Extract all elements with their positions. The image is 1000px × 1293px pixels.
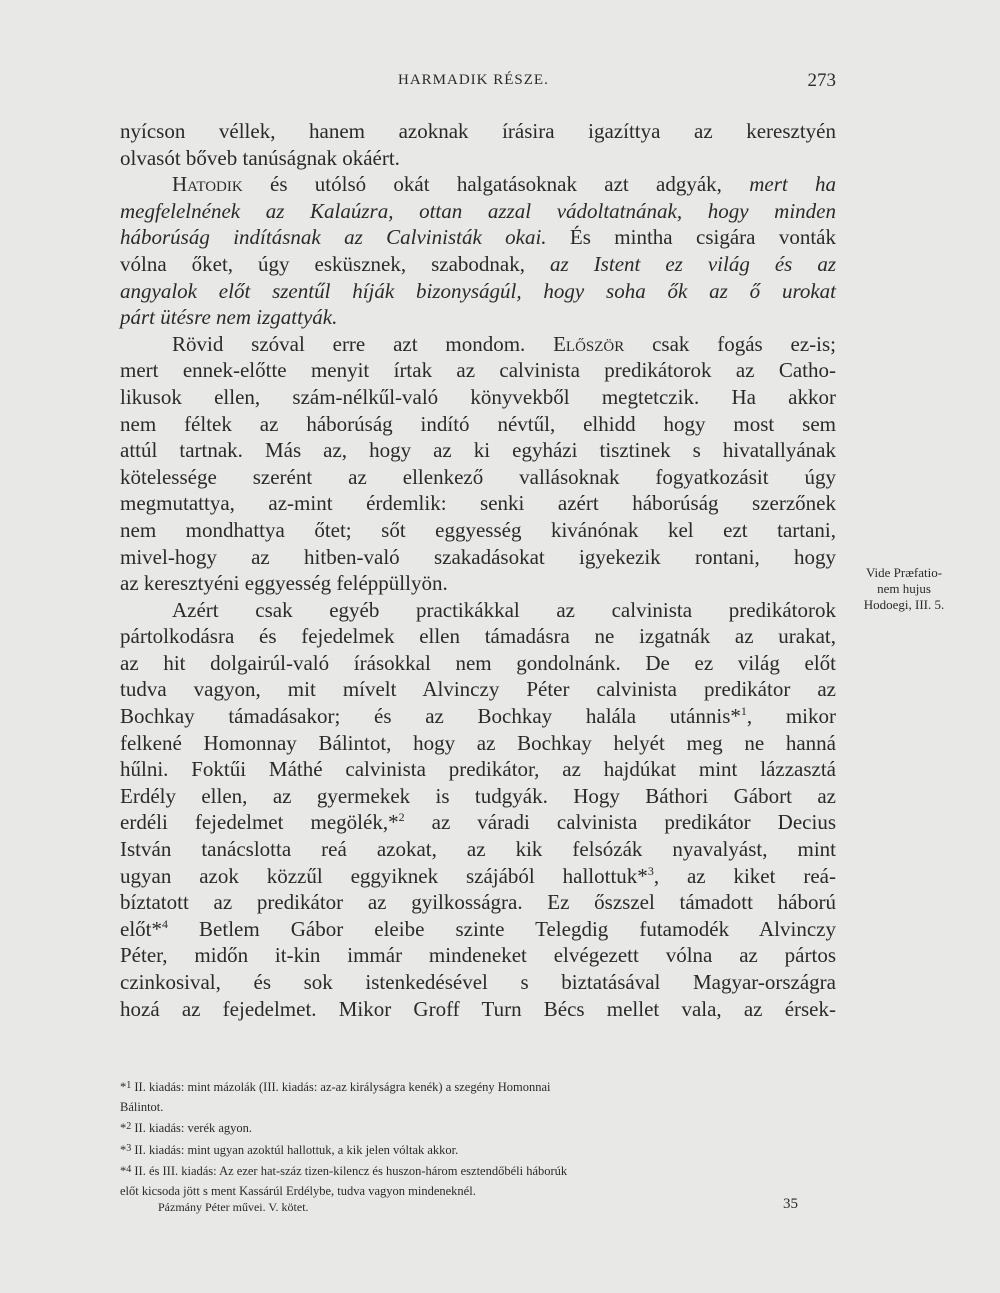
text-line: tudva vagyon, mit mívelt Alvinczy Péter calvinista predikátor az	[120, 677, 836, 702]
footnote-mark: 3	[126, 1142, 132, 1154]
footnote-ref: 4	[162, 916, 168, 931]
footnote-mark: 4	[126, 1164, 132, 1175]
text-line: czinkosival, és sok istenkedésével s biztatásával Magyar-országra	[120, 970, 836, 994]
text-line: nem mondhattya őtet; sőt eggyesség kivánónak kel ezt tartani,	[120, 517, 836, 542]
text-line	[120, 916, 836, 943]
text-line: megmutattya, az-mint érdemlik: senki azért háborúság szerzőnek	[120, 491, 836, 516]
running-title: HARMADIK RÉSZE.	[398, 72, 549, 88]
margin-note-line: nem hujus	[877, 581, 931, 596]
footnote-text: II. kiadás: mint ugyan azoktúl hallottuk, a kik jelen vóltak akkor.	[134, 1142, 459, 1157]
italic-text: háborúság indításnak az Calvinisták okai.	[120, 225, 547, 250]
text-line: likusok ellen, szám-nélkűl-való könyvekből megtetczik. Ha akkor	[120, 384, 836, 409]
text-line: Azért csak egyéb practikákkal az calvinista predikátorok	[172, 597, 836, 622]
text-run: előt*	[120, 916, 162, 941]
footnote: *$^3$ II. kiadás: mint ugyan azoktúl hallottuk, a kik jelen vóltak akkor.	[120, 1142, 459, 1157]
footnote-ref: 3	[647, 863, 654, 878]
margin-note	[834, 565, 974, 613]
text-line: kötelessége szerént az ellenkező vallásoknak fogyatkozásit úgy	[120, 464, 836, 489]
footnote-mark: 2	[126, 1121, 132, 1132]
footnote-text: II. kiadás: mint mázolák (III. kiadás: az-az királyságra kenék) a szegény Homonnai	[134, 1080, 551, 1094]
text-line	[120, 809, 836, 836]
text-line: bíztatott az predikátor az gyilkosságra. Ez őszszel támadott háború	[120, 890, 836, 915]
text-run: Betlem Gábor eleibe szinte Telegdig futamodék Alvinczy	[168, 916, 836, 941]
text-line: attúl tartnak. Más az, hogy az ki egyházi tisztinek s hivatallyának	[120, 438, 836, 463]
text-run: és utólsó okát halgatásoknak azt adgyák,	[242, 172, 750, 197]
text-run: Rövid szóval erre azt mondom.	[172, 331, 554, 356]
footnotes	[120, 1076, 836, 1201]
text-line	[120, 251, 836, 278]
text-line: hűlni. Foktűi Máthé calvinista predikátor, az hajdúkat mint lázzasztá	[120, 757, 836, 782]
text-line: olvasót bőveb tanúságnak okáért.	[120, 145, 400, 170]
text-line: felkené Homonnay Bálintot, hogy az Bochkay helyét meg ne hanná	[120, 730, 836, 755]
italic-line: megfelelnének az Kalaúzra, ottan azzal vádoltatnának, hogy minden	[120, 198, 836, 223]
main-text	[120, 118, 836, 1022]
text-line	[120, 171, 836, 198]
footer-text: Pázmány Péter művei. V. kötet.	[158, 1200, 309, 1214]
text-line	[120, 224, 836, 251]
text-run: Bochkay támadásakor; és az Bochkay halála utánnis*	[120, 704, 741, 729]
margin-note-line: Vide Præfatio-	[865, 565, 943, 580]
footnote-continuation: előt kicsoda jött s ment Kassárúl Erdélybe, tudva vagyon mindeneknél.	[120, 1183, 476, 1198]
footnote-text: II. kiadás: verék agyon.	[134, 1121, 253, 1135]
text-line: pártolkodásra és fejedelmek ellen támadásra ne izgatnák az urakat,	[120, 624, 836, 649]
text-run: , az kiket reá-	[653, 863, 836, 888]
text-line	[120, 863, 836, 890]
page-footer	[158, 1196, 798, 1215]
text-run: az váradi calvinista predikátor Decius	[404, 810, 836, 835]
footnote-ref: 1	[740, 704, 747, 719]
footnote-mark: 1	[126, 1080, 132, 1091]
text-run: ugyan azok közzűl eggyiknek szájából hallottuk*	[120, 863, 648, 888]
text-line: Erdély ellen, az gyermekek is tudgyák. Hogy Báthori Gábort az	[120, 783, 836, 808]
page-number: 273	[807, 70, 836, 91]
text-run: És mintha csigára vonták	[546, 225, 836, 250]
text-line: az hit dolgairúl-való írásokkal nem gondolnánk. De ez világ előt	[120, 650, 836, 675]
small-caps-word: Hatodik	[172, 172, 243, 197]
footnote: *$^1$ II. kiadás: mint mázolák (III. kiadás: az-az királyságra kenék) a szegény Homonnai	[120, 1080, 551, 1094]
signature-mark: 35	[783, 1196, 798, 1212]
text-line	[120, 703, 836, 730]
italic-line: párt ütésre nem izgattyák.	[120, 305, 338, 330]
text-run: erdéli fejedelmet megölék,*	[120, 810, 399, 835]
text-line: az keresztyéni eggyesség feléppüllyön.	[120, 571, 448, 596]
footnote-text: II. és III. kiadás: Az ezer hat-száz tizen-kilencz és huszon-három esztendőbéli háborúk	[134, 1164, 568, 1178]
margin-note-line: Hodoegi, III. 5.	[863, 597, 945, 612]
text-run: vólna őket, úgy esküsznek, szabodnak,	[120, 251, 551, 276]
footnote: *$^2$ II. kiadás: verék agyon.	[120, 1121, 253, 1135]
text-line: nem féltek az háborúság indító névtűl, elhidd hogy most sem	[120, 411, 836, 436]
text-line: Péter, midőn it-kin immár mindeneket elvégezett vólna az pártos	[120, 943, 836, 968]
text-run: , mikor	[746, 704, 836, 729]
italic-line: angyalok előt szentűl híják bizonyságúl, hogy soha ők az ő urokat	[120, 278, 836, 303]
italic-text: az Istent ez világ és az	[550, 251, 836, 276]
page-header	[120, 70, 836, 98]
small-caps-word: Először	[553, 331, 625, 356]
text-run: csak fogás ez-is;	[624, 331, 837, 356]
text-line: nyícson véllek, hanem azoknak írásira igazíttya az keresztyén	[120, 119, 836, 143]
text-line: István tanácslotta reá azokat, az kik felsózák nyavalyást, mint	[120, 837, 836, 862]
text-line: hozá az fejedelmet. Mikor Groff Turn Bécs mellet vala, az érsek-	[120, 996, 836, 1021]
footnote: *$^4$ II. és III. kiadás: Az ezer hat-száz tizen-kilencz és huszon-három esztendőbéli háborúk	[120, 1164, 568, 1178]
footnote-continuation: Bálintot.	[120, 1099, 164, 1114]
footnote-ref: 2	[398, 810, 405, 825]
text-line: mert ennek-előtte menyit írtak az calvinista predikátorok az Catho-	[120, 358, 836, 383]
text-line: mivel-hogy az hitben-való szakadásokat igyekezik rontani, hogy	[120, 544, 836, 569]
text-line	[120, 331, 836, 358]
italic-text: mert ha	[749, 172, 836, 197]
